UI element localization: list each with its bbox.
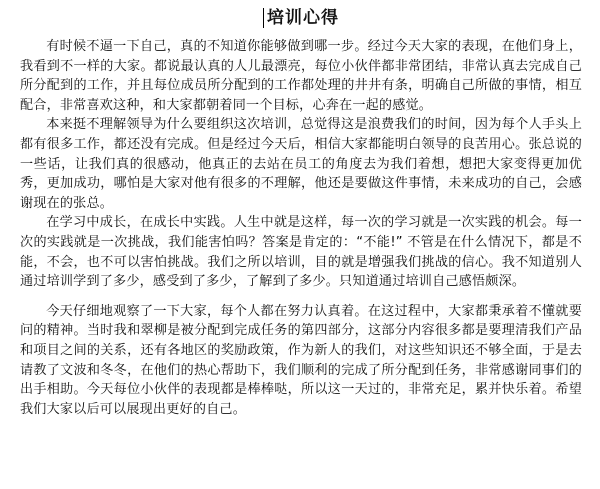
document-body — [20, 37, 582, 419]
paragraph-1: 有时候不逼一下自己，真的不知道你能够做到哪一步。经过今天大家的表现，在他们身上，我看到不一样的大家。都说最认真的人儿最漂亮，每位小伙伴都非常团结，非常认真去完成自己所分配到的工作，并且每位成员所分配到的工作都处理的井井有条，明确自己所做的事情，相互配合，非常喜欢这种，和大家都朝着同一个目标，心奔在一起的感觉。 — [20, 39, 582, 113]
title-area — [20, 5, 582, 33]
paragraph-2: 本来挺不理解领导为什么要组织这次培训，总觉得这是浪费我们的时间，因为每个人手头上都有很多工作，都还没有完成。但是经过今天后，相信大家都能明白领导的良苦用心。张总说的一些话，让我们真的很感动，他真正的去站在员工的角度去为我们着想，想把大家变得更加优秀，更加成功，哪怕是大家对他有很多的不理解，他还是要做这件事情，未来成功的自己，会感谢现在的张总。 — [20, 117, 582, 211]
document-title[interactable] — [263, 5, 339, 31]
paragraph-4: 今天仔细地观察了一下大家，每个人都在努力认真着。在这过程中，大家都秉承着不懂就要问的精神。当时我和翠柳是被分配到完成任务的第四部分，这部分内容很多都是要理清我们产品和项目之间的关系，还有各地区的奖励政策，作为新人的我们，对这些知识还不够全面，于是去请教了文波和冬冬，在他们的热心帮助下，我们顺利的完成了所分配到任务，非常感谢同事们的出手相助。今天每位小伙伴的表现都是棒棒哒，所以这一天过的，非常充足，累并快乐着。希望我们大家以后可以展现出更好的自己。 — [20, 303, 582, 417]
document-title-text: 培训心得 — [267, 8, 339, 28]
paragraph-3: 在学习中成长，在成长中实践。人生中就是这样，每一次的学习就是一次实践的机会。每一次的实践就是一次挑战，我们能害怕吗？答案是肯定的：“不能!” 不管是在什么情况下，都是不能，不会，也不可以害怕挑战。我们之所以培训，目的就是增强我们挑战的信心。我不知道别人通过培训学到了多少，感受到了多少，了解到了多少。只知道通过培训自己感悟颇深。 — [20, 215, 582, 290]
text-cursor — [263, 8, 264, 28]
